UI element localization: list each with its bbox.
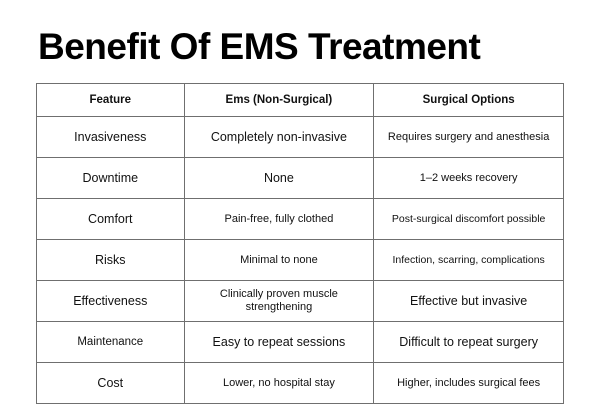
cell-feature: Comfort bbox=[37, 198, 185, 239]
column-header-feature: Feature bbox=[37, 83, 185, 116]
cell-feature: Cost bbox=[37, 362, 185, 403]
table-row bbox=[37, 321, 564, 362]
table-row bbox=[37, 239, 564, 280]
benefit-comparison-table bbox=[36, 83, 564, 404]
column-header-surgical: Surgical Options bbox=[374, 83, 564, 116]
cell-ems: Easy to repeat sessions bbox=[184, 321, 374, 362]
cell-surgical: Effective but invasive bbox=[374, 280, 564, 321]
table-row bbox=[37, 198, 564, 239]
cell-feature: Maintenance bbox=[37, 321, 185, 362]
cell-ems: None bbox=[184, 157, 374, 198]
table-row bbox=[37, 280, 564, 321]
cell-feature: Effectiveness bbox=[37, 280, 185, 321]
cell-ems: Clinically proven muscle strengthening bbox=[184, 280, 374, 321]
cell-surgical: Requires surgery and anesthesia bbox=[374, 116, 564, 157]
cell-ems: Lower, no hospital stay bbox=[184, 362, 374, 403]
table-row bbox=[37, 116, 564, 157]
cell-ems: Minimal to none bbox=[184, 239, 374, 280]
column-header-ems: Ems (Non-Surgical) bbox=[184, 83, 374, 116]
cell-surgical: Higher, includes surgical fees bbox=[374, 362, 564, 403]
cell-ems: Pain-free, fully clothed bbox=[184, 198, 374, 239]
page-title: Benefit Of EMS Treatment bbox=[38, 26, 481, 67]
table-row bbox=[37, 362, 564, 403]
cell-surgical: 1–2 weeks recovery bbox=[374, 157, 564, 198]
cell-feature: Risks bbox=[37, 239, 185, 280]
cell-surgical: Difficult to repeat surgery bbox=[374, 321, 564, 362]
table-row bbox=[37, 157, 564, 198]
cell-feature: Downtime bbox=[37, 157, 185, 198]
cell-ems: Completely non-invasive bbox=[184, 116, 374, 157]
cell-surgical: Post-surgical discomfort possible bbox=[374, 198, 564, 239]
cell-feature: Invasiveness bbox=[37, 116, 185, 157]
table-header-row bbox=[37, 83, 564, 116]
cell-surgical: Infection, scarring, complications bbox=[374, 239, 564, 280]
